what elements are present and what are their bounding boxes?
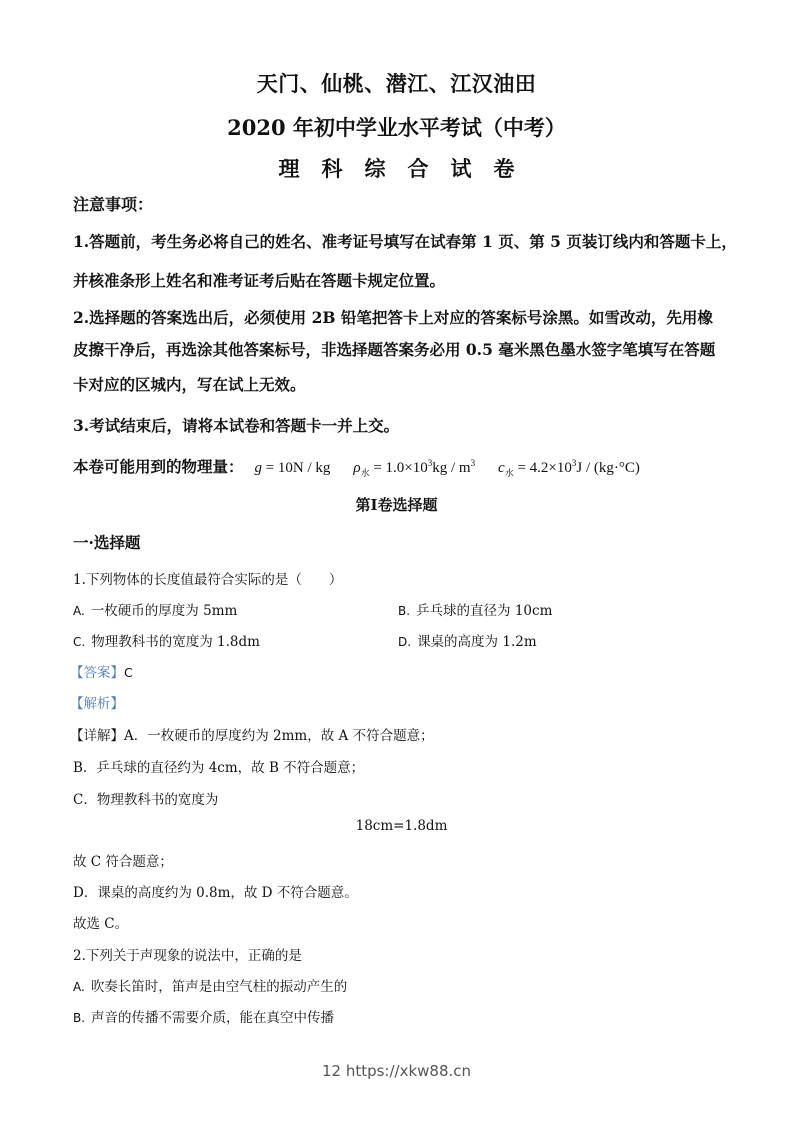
exam-title-region: 天门、仙桃、潜江、江汉油田: [256, 71, 537, 96]
notice-heading: 注意事项：: [73, 195, 154, 214]
detail-line-6: 故选 C。: [73, 916, 129, 932]
answer-tag: 【答案】: [70, 665, 124, 681]
notice-item-1-line-2: 并核准条形上姓名和准考证考后贴在答题卡规定位置。: [73, 271, 446, 290]
notice-item-2-line-2: 皮擦干净后，再选涂其他答案标号，非选择题答案务必用 0.5 毫米黑色墨水签字笔填写在答题: [73, 340, 716, 359]
question-1-option-a: A. 一枚硬币的厚度为 5mm: [73, 603, 238, 619]
question-1-option-d: D. 课桌的高度为 1.2m: [398, 634, 537, 650]
detail-line-1: 【详解】A．一枚硬币的厚度约为 2mm，故 A 不符合题意；: [70, 728, 434, 744]
physics-constants-line: [73, 455, 640, 479]
analysis-tag: 【解析】: [70, 696, 124, 712]
gravity-constant: g = 10N / kg: [254, 460, 331, 476]
water-density-constant: $\rho_水 = 1.0\times 10^3kg / m^3$: [353, 458, 476, 478]
part-title: 一·选择题: [73, 533, 141, 552]
question-2-option-a: A. 吹奏长笛时，笛声是由空气柱的振动产生的: [73, 979, 348, 995]
analysis-line: [70, 692, 124, 712]
notice-item-3: 3.考试结束后，请将本试卷和答题卡一并上交。: [73, 416, 400, 435]
answer-line: [70, 661, 133, 681]
notice-item-1-line-1: 1.答题前，考生务必将自己的姓名、准考证号填写在试春第 1 页、第 5 页装订线内和答题卡上，: [73, 232, 737, 251]
question-1-option-b: B. 乒乓球的直径为 10cm: [398, 603, 553, 619]
detail-line-4: 故 C 符合题意；: [73, 854, 173, 870]
section-title: 第Ⅰ卷选择题: [355, 496, 438, 514]
exam-title-year: 2020 年初中学业水平考试（中考）: [227, 115, 566, 140]
exam-subject-title: 理科综合试卷: [278, 156, 537, 181]
answer-value: C: [124, 665, 133, 680]
detail-line-2: B．乒乓球的直径约为 4cm，故 B 不符合题意；: [73, 760, 365, 776]
water-specific-heat-constant: $c_水 = 4.2\times 10^3J / (kg\cdot^\circ C)$: [498, 458, 640, 478]
notice-item-2-line-1: 2.选择题的答案选出后，必须使用 2B 铅笔把答卡上对应的答案标号涂黑。如雪改动，先用橡: [73, 308, 713, 327]
detail-line-3: C．物理教科书的宽度为: [73, 792, 219, 808]
question-1-option-c: C. 物理教科书的宽度为 1.8dm: [73, 634, 260, 650]
question-2-stem: 2.下列关于声现象的说法中，正确的是: [73, 948, 302, 964]
page-footer: 12 https://xkw88.cn: [321, 1062, 472, 1080]
notice-item-2-line-3: 卡对应的区城内，写在试上无效。: [73, 375, 306, 394]
question-2-option-b: B. 声音的传播不需要介质，能在真空中传播: [73, 1010, 335, 1026]
detail-line-5: D．课桌的高度约为 0.8m，故 D 不符合题意。: [73, 885, 358, 901]
constants-label: 本卷可能用到的物理量：: [73, 457, 244, 476]
question-1-stem: 1.下列物体的长度值最符合实际的是（ ）: [73, 572, 343, 588]
detail-equation: 18cm=1.8dm: [355, 818, 448, 834]
